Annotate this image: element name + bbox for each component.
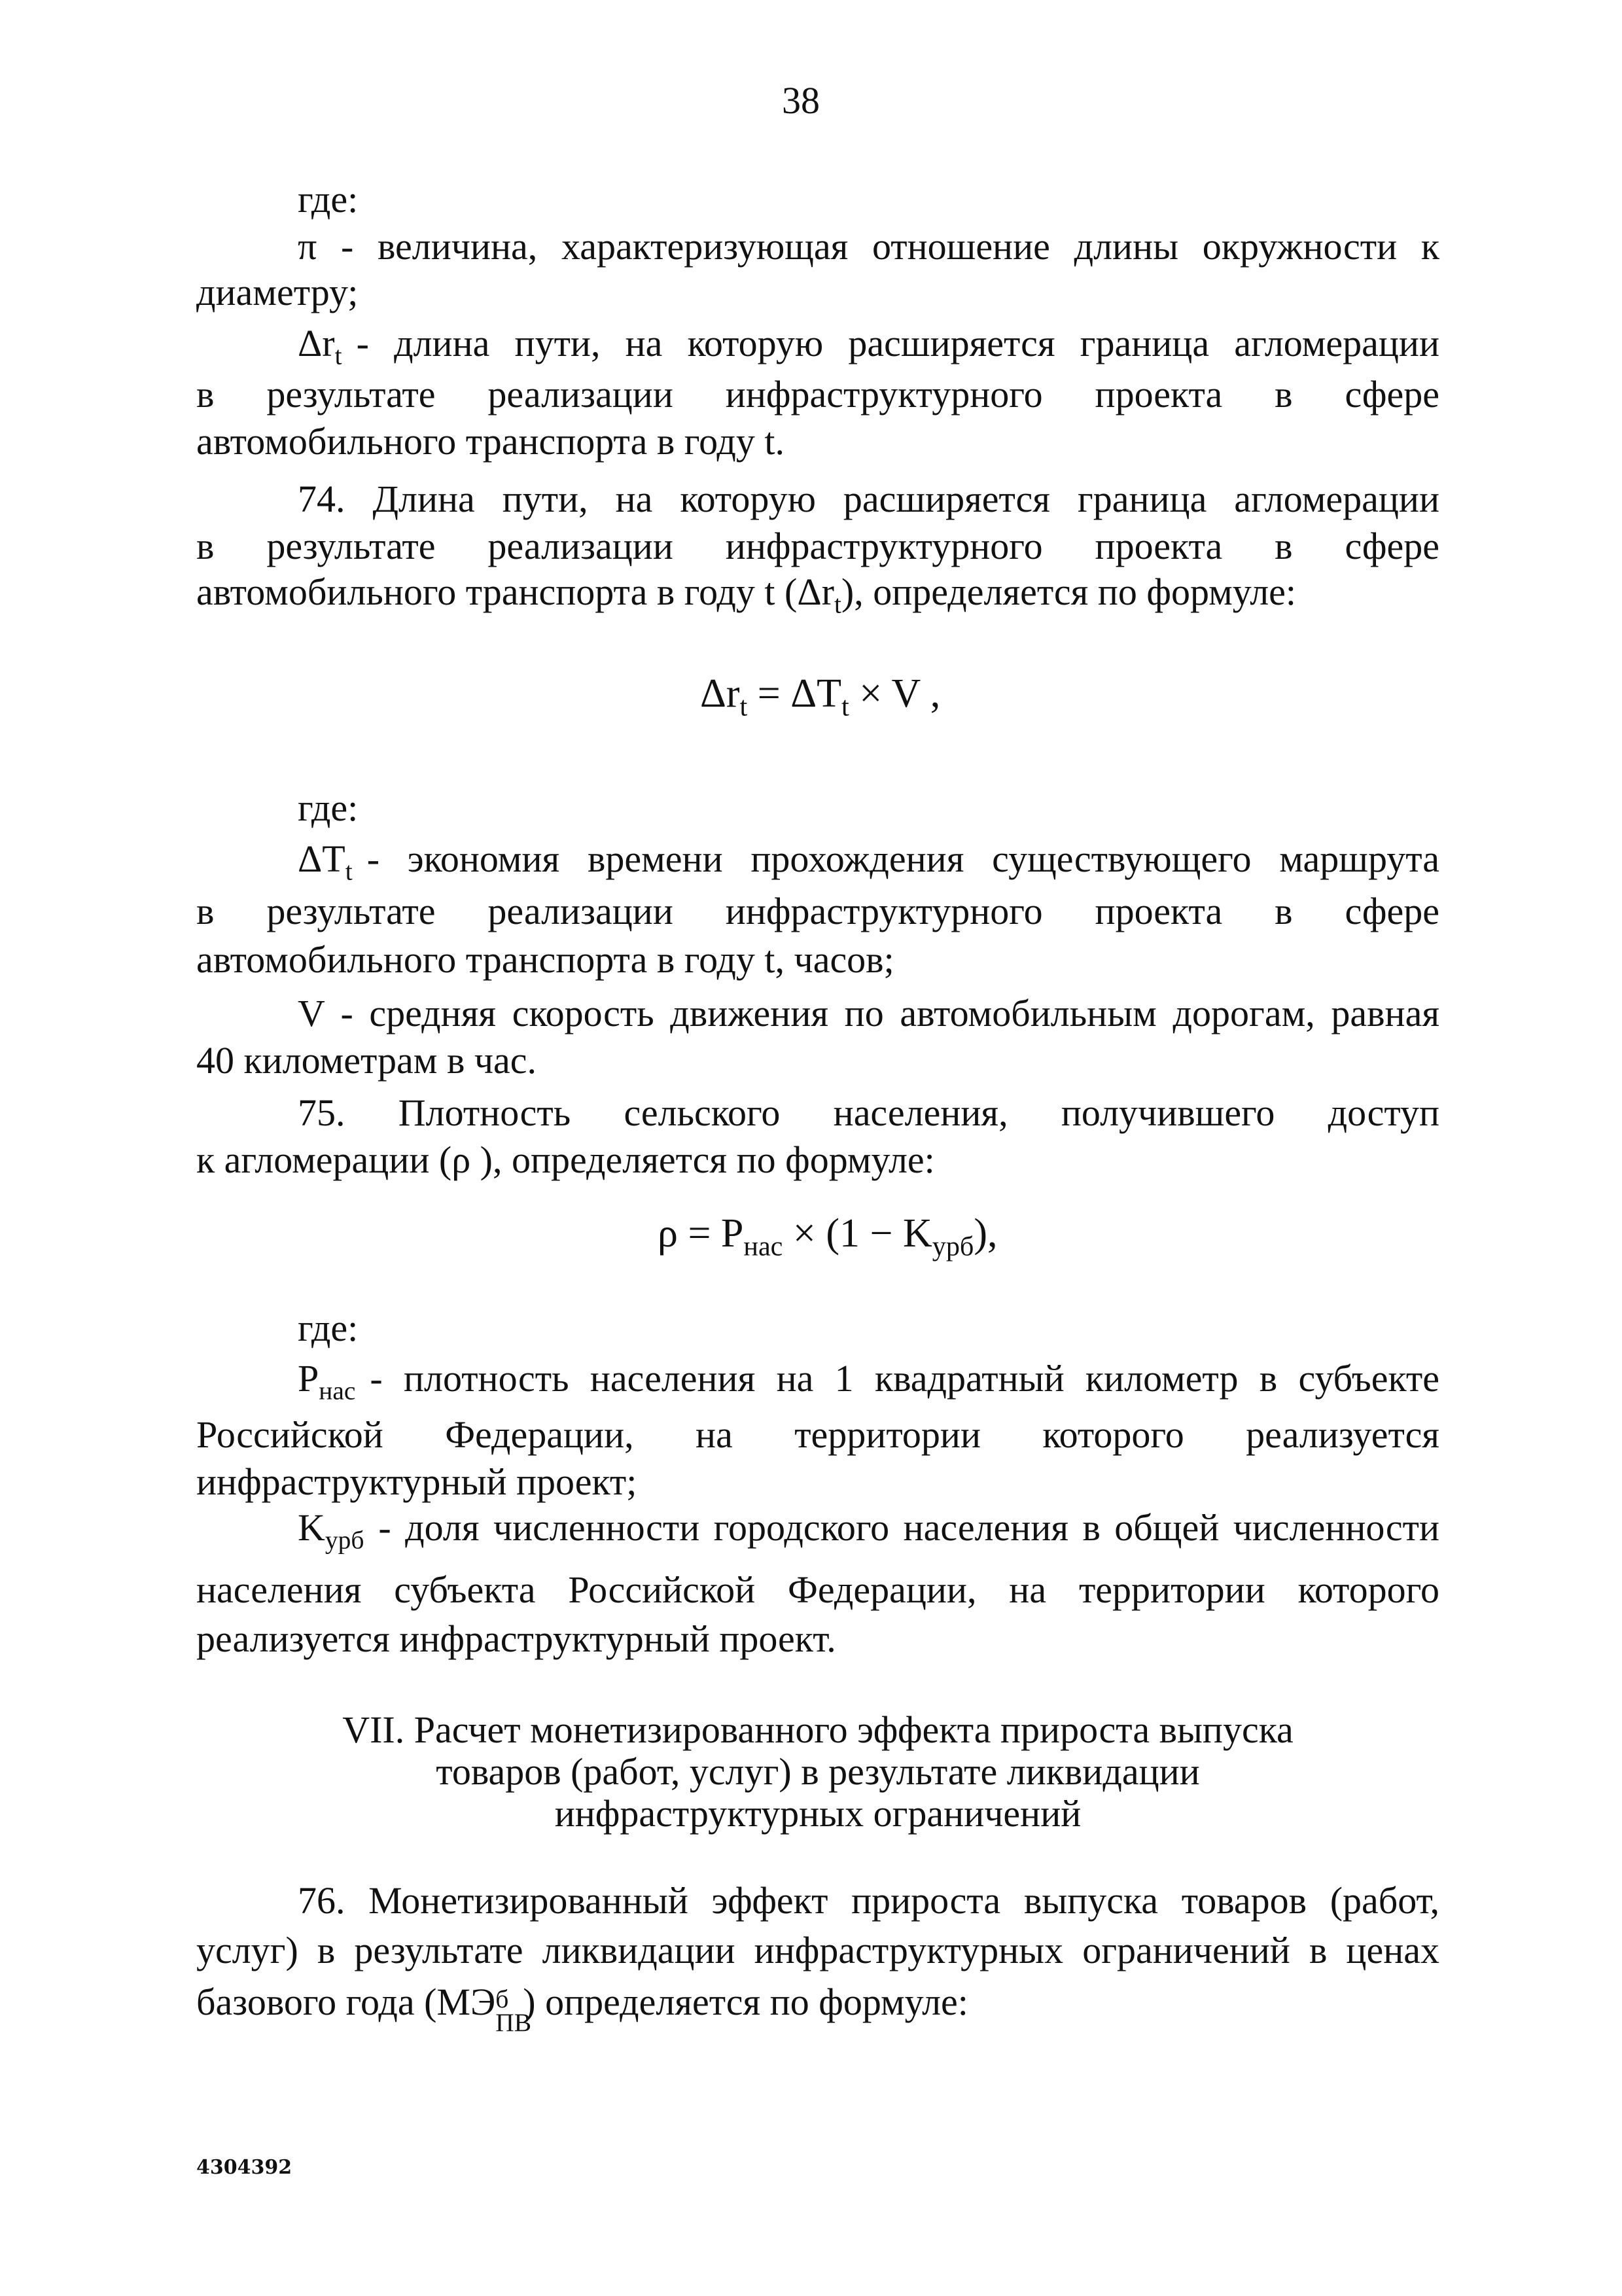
pi-definition-line2: диаметру;: [196, 271, 359, 313]
k-definition-text: - доля численности городского населения в общей численности: [378, 1506, 1439, 1549]
page-number: 38: [782, 79, 820, 122]
p75-line1: 75. Плотность сельского населения, получившего доступ: [298, 1091, 1439, 1134]
dt-definition-line2: в результате реализации инфраструктурного проекта в сфере: [196, 890, 1439, 932]
where-label: где:: [298, 178, 359, 221]
p-definition-line2: Российской Федерации, на территории которого реализуется: [196, 1413, 1439, 1456]
p-definition-line3: инфраструктурный проект;: [196, 1460, 637, 1503]
dr-inline-symbol: $\Delta r_t$: [797, 571, 841, 619]
p76-line1: 76. Монетизированный эффект прироста выпуска товаров (работ,: [298, 1879, 1439, 1922]
dt-definition-line1: [298, 836, 1439, 886]
dr-definition-text: - длина пути, на которую расширяется граница агломерации: [356, 322, 1439, 364]
v-definition-line2: 40 километрам в час.: [196, 1039, 537, 1082]
dt-symbol: $\Delta T_t$: [298, 838, 353, 886]
p75-line2: к агломерации (ρ ), определяется по формуле:: [196, 1139, 935, 1181]
section-heading-line2: товаров (работ, услуг) в результате ликвидации: [436, 1750, 1200, 1793]
me-symbol: МЭ б ПВ: [436, 1981, 532, 2037]
section-heading-line1: VII. Расчет монетизированного эффекта прироста выпуска: [342, 1708, 1294, 1751]
document-id: 4304392: [196, 2156, 292, 2179]
p76-line3: базового года (МЭ б ПВ ) определяется по формуле:: [196, 1981, 968, 2037]
p74-line2: в результате реализации инфраструктурного проекта в сфере: [196, 525, 1439, 567]
v-definition-line1: V - средняя скорость движения по автомобильным дорогам, равная: [298, 992, 1439, 1034]
dt-definition-line3: автомобильного транспорта в году t, часов;: [196, 938, 894, 981]
formula-delta-r: $\Delta r_t = \Delta T_t \times V$ ,: [700, 671, 941, 722]
dt-definition-text: - экономия времени прохождения существующего маршрута: [366, 838, 1439, 880]
dr-symbol: $\Delta r_t$: [298, 322, 342, 370]
section-heading-line3: инфраструктурных ограничений: [554, 1792, 1082, 1835]
k-definition-line2: населения субъекта Российской Федерации, на территории которого: [196, 1568, 1439, 1611]
where-label-2: где:: [298, 786, 359, 829]
p76-line2: услуг) в результате ликвидации инфраструктурных ограничений в ценах: [196, 1929, 1439, 1971]
dr-definition-line2: в результате реализации инфраструктурного проекта в сфере: [196, 373, 1439, 415]
p-definition-line1: [298, 1356, 1439, 1405]
p-symbol: $P_{нас}$: [298, 1357, 356, 1405]
pi-definition-line1: π - величина, характеризующая отношение длины окружности к: [298, 225, 1439, 268]
k-definition-line1: [298, 1505, 1439, 1555]
k-definition-line3: реализуется инфраструктурный проект.: [196, 1617, 836, 1660]
k-symbol: $K_{урб}$: [298, 1506, 364, 1555]
where-label-3: где:: [298, 1307, 359, 1349]
dr-definition-line1: [298, 321, 1439, 370]
formula-rho: $\rho = P_{нас} \times (1 - K_{урб})$,: [658, 1211, 998, 1262]
p74-line3: автомобильного транспорта в году t $(\Delta r_t)$, определяется по формуле:: [196, 571, 1297, 619]
dr-definition-line3: автомобильного транспорта в году t.: [196, 420, 785, 463]
p74-line1: 74. Длина пути, на которую расширяется граница агломерации: [298, 478, 1439, 520]
p-definition-text: - плотность населения на 1 квадратный километр в субъекте: [370, 1357, 1439, 1400]
